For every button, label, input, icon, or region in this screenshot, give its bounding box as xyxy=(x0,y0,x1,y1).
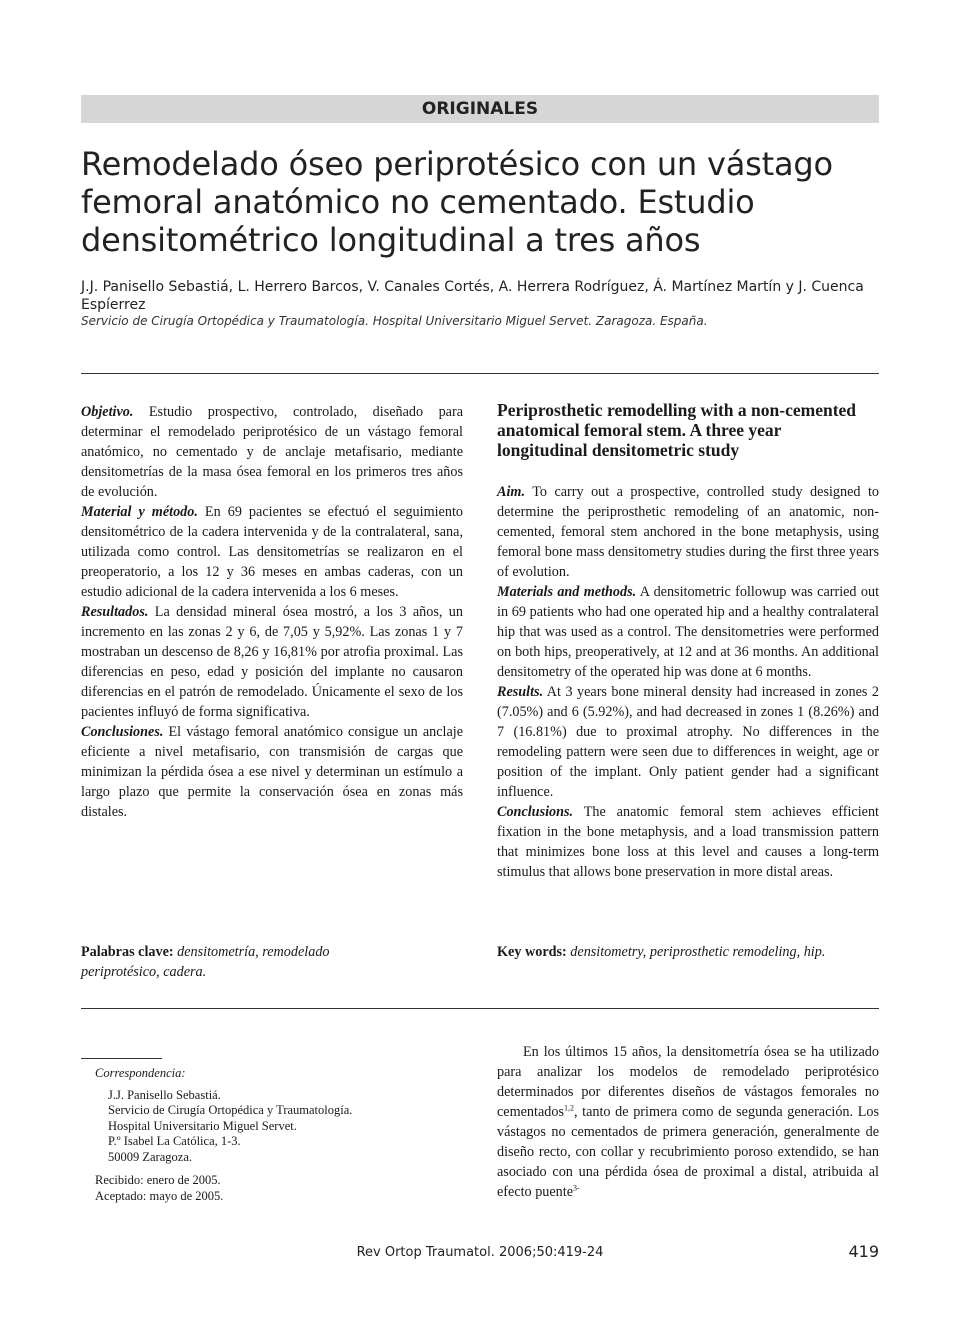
aim-label: Aim. xyxy=(497,484,525,500)
conclusions-text: The anatomic femoral stem achieves efficient fixation in the bone metaphysis, and a load transmission pattern that minimizes bone loss at this level and causes a long-term stimulus that allows bone preservation in more distal areas. xyxy=(497,804,879,880)
corr-dates xyxy=(95,1173,425,1204)
corr-hospital: Hospital Universitario Miguel Servet. xyxy=(108,1118,297,1133)
metodo-paragraph xyxy=(81,502,463,602)
conclusiones-text: El vástago femoral anatómico consigue un anclaje eficiente a nivel metafisario, con transmisión de cargas que minimizan la pérdida ósea a ese nivel y determinan un estímulo a largo plazo que permite la conservación ósea en zonas más distales. xyxy=(81,724,463,820)
page-number: 419 xyxy=(848,1242,879,1261)
received-date: Recibido: enero de 2005. xyxy=(95,1173,221,1187)
top-divider xyxy=(81,373,879,374)
abstract-en xyxy=(497,482,879,882)
ref-link-1[interactable]: 1,2 xyxy=(563,1103,574,1113)
conclusiones-label: Conclusiones. xyxy=(81,724,164,740)
conclusions-label: Conclusions. xyxy=(497,804,574,820)
correspondence-heading: Correspondencia: xyxy=(95,1066,186,1080)
aim-text: To carry out a prospective, controlled study designed to determine the periprosthetic remodeling of an anatomic, non-cemented, femoral stem anchored in the bone metaphysis, using femoral bone mass densitometry studies during the first three years of evolution. xyxy=(497,484,879,580)
keywords-es-values: densitometría, remodelado periprotésico, cadera. xyxy=(81,944,330,980)
article-title: Remodelado óseo periprotésico con un vástago femoral anatómico no cementado. Estudio densitométrico longitudinal a tres años xyxy=(81,145,833,259)
metodo-text: En 69 pacientes se efectuó el seguimiento densitométrico de la cadera intervenida y de la contralateral, sana, utilizada como control. Las densitometrías se realizaron en el preoperatorio, a los 12 y 36 meses en ambas caderas, con un estudio adicional de la cadera intervenida a los 6 meses. xyxy=(81,504,463,600)
conclusions-paragraph xyxy=(497,802,879,882)
methods-label: Materials and methods. xyxy=(497,584,637,600)
intro-paragraph xyxy=(497,1042,879,1202)
keywords-en-values: densitometry, periprosthetic remodeling, hip. xyxy=(566,944,826,960)
footer-citation: Rev Ortop Traumatol. 2006;50:419-24 xyxy=(356,1245,604,1260)
correspondence-address xyxy=(95,1088,425,1166)
keywords-en xyxy=(497,942,867,962)
keywords-en-label: Key words: xyxy=(497,944,567,960)
accepted-date: Aceptado: mayo de 2005. xyxy=(95,1188,224,1203)
results-label: Results. xyxy=(497,684,544,700)
affiliation: Servicio de Cirugía Ortopédica y Traumatología. Hospital Universitario Miguel Servet. Zaragoza. España. xyxy=(81,314,708,328)
corr-street: P.º Isabel La Católica, 1-3. xyxy=(108,1134,241,1148)
metodo-label: Material y método. xyxy=(81,504,198,520)
ref-link-2[interactable]: 3- xyxy=(573,1183,580,1193)
objetivo-label: Objetivo. xyxy=(81,404,134,420)
results-paragraph xyxy=(497,682,879,802)
conclusiones-paragraph xyxy=(81,722,463,822)
resultados-label: Resultados. xyxy=(81,604,149,620)
authors: J.J. Panisello Sebastiá, L. Herrero Barcos, V. Canales Cortés, A. Herrera Rodríguez, Á. Martínez Martín y J. Cuenca Espíerrez xyxy=(81,279,864,313)
abstract-es xyxy=(81,402,463,822)
footnote-rule xyxy=(81,1058,162,1059)
results-text: At 3 years bone mineral density had increased in zones 2 (7.05%) and 6 (5.92%), and had decreased in zones 1 (8.26%) and 7 (16.81%) due to proximal atrophy. No differences in the remodeling pattern were seen due to differences in weight, age or position of the implant. Only patient gender had a significant influence. xyxy=(497,684,879,800)
keywords-es xyxy=(81,942,411,982)
keywords-es-label: Palabras clave: xyxy=(81,944,174,960)
methods-text: A densitometric followup was carried out in 69 patients who had one operated hip and a healthy contralateral hip that was used as a control. The densitometries were performed on both hips, preoperatively, at 12 and at 36 months. An additional densitometry of the operated hip was done at 6 months. xyxy=(497,584,880,680)
section-label: ORIGINALES xyxy=(421,99,539,119)
corr-dept: Servicio de Cirugía Ortopédica y Traumatología. xyxy=(108,1103,353,1117)
methods-paragraph xyxy=(497,582,879,682)
intro-part1: En los últimos 15 años, la densitometría ósea se ha utilizado para analizar los modelos de remodelado periprotésico determinados por diferentes diseños de vástagos femorales no cementados xyxy=(497,1044,879,1120)
english-title: Periprosthetic remodelling with a non-cemented anatomical femoral stem. A three year longitudinal densitometric study xyxy=(497,400,857,460)
objetivo-text: Estudio prospectivo, controlado, diseñado para determinar el remodelado periprotésico de un vástago femoral anatómico, no cementado y de anclaje metafisario, mediante densitometrías de la masa ósea femoral en los primeros tres años de evolución. xyxy=(81,404,463,500)
resultados-text: La densidad mineral ósea mostró, a los 3 años, un incremento en las zonas 2 y 6, de 7,05 y 5,92%. Las zonas 1 y 7 mostraban un descenso de 8,26 y 16,81% por atrofia proximal. Las diferencias en peso, edad y posición del implante no causaron diferencias en el patrón de remodelado. Únicamente el sexo de los pacientes influyó de forma significativa. xyxy=(81,604,463,720)
corr-city: 50009 Zaragoza. xyxy=(108,1149,192,1164)
aim-paragraph xyxy=(497,482,879,582)
intro-part2: , tanto de primera como de segunda generación. Los vástagos no cementados de primera generación, generalmente de diseño recto, con collar y recubrimiento poroso extendido, se han asociado con una pérdida ósea de proximal a distal, atribuida al efecto puente xyxy=(497,1104,879,1200)
objetivo-paragraph xyxy=(81,402,463,502)
resultados-paragraph xyxy=(81,602,463,722)
correspondence xyxy=(95,1066,425,1204)
bottom-divider xyxy=(81,1008,879,1009)
section-banner xyxy=(81,95,879,123)
corr-name: J.J. Panisello Sebastiá. xyxy=(108,1087,221,1102)
